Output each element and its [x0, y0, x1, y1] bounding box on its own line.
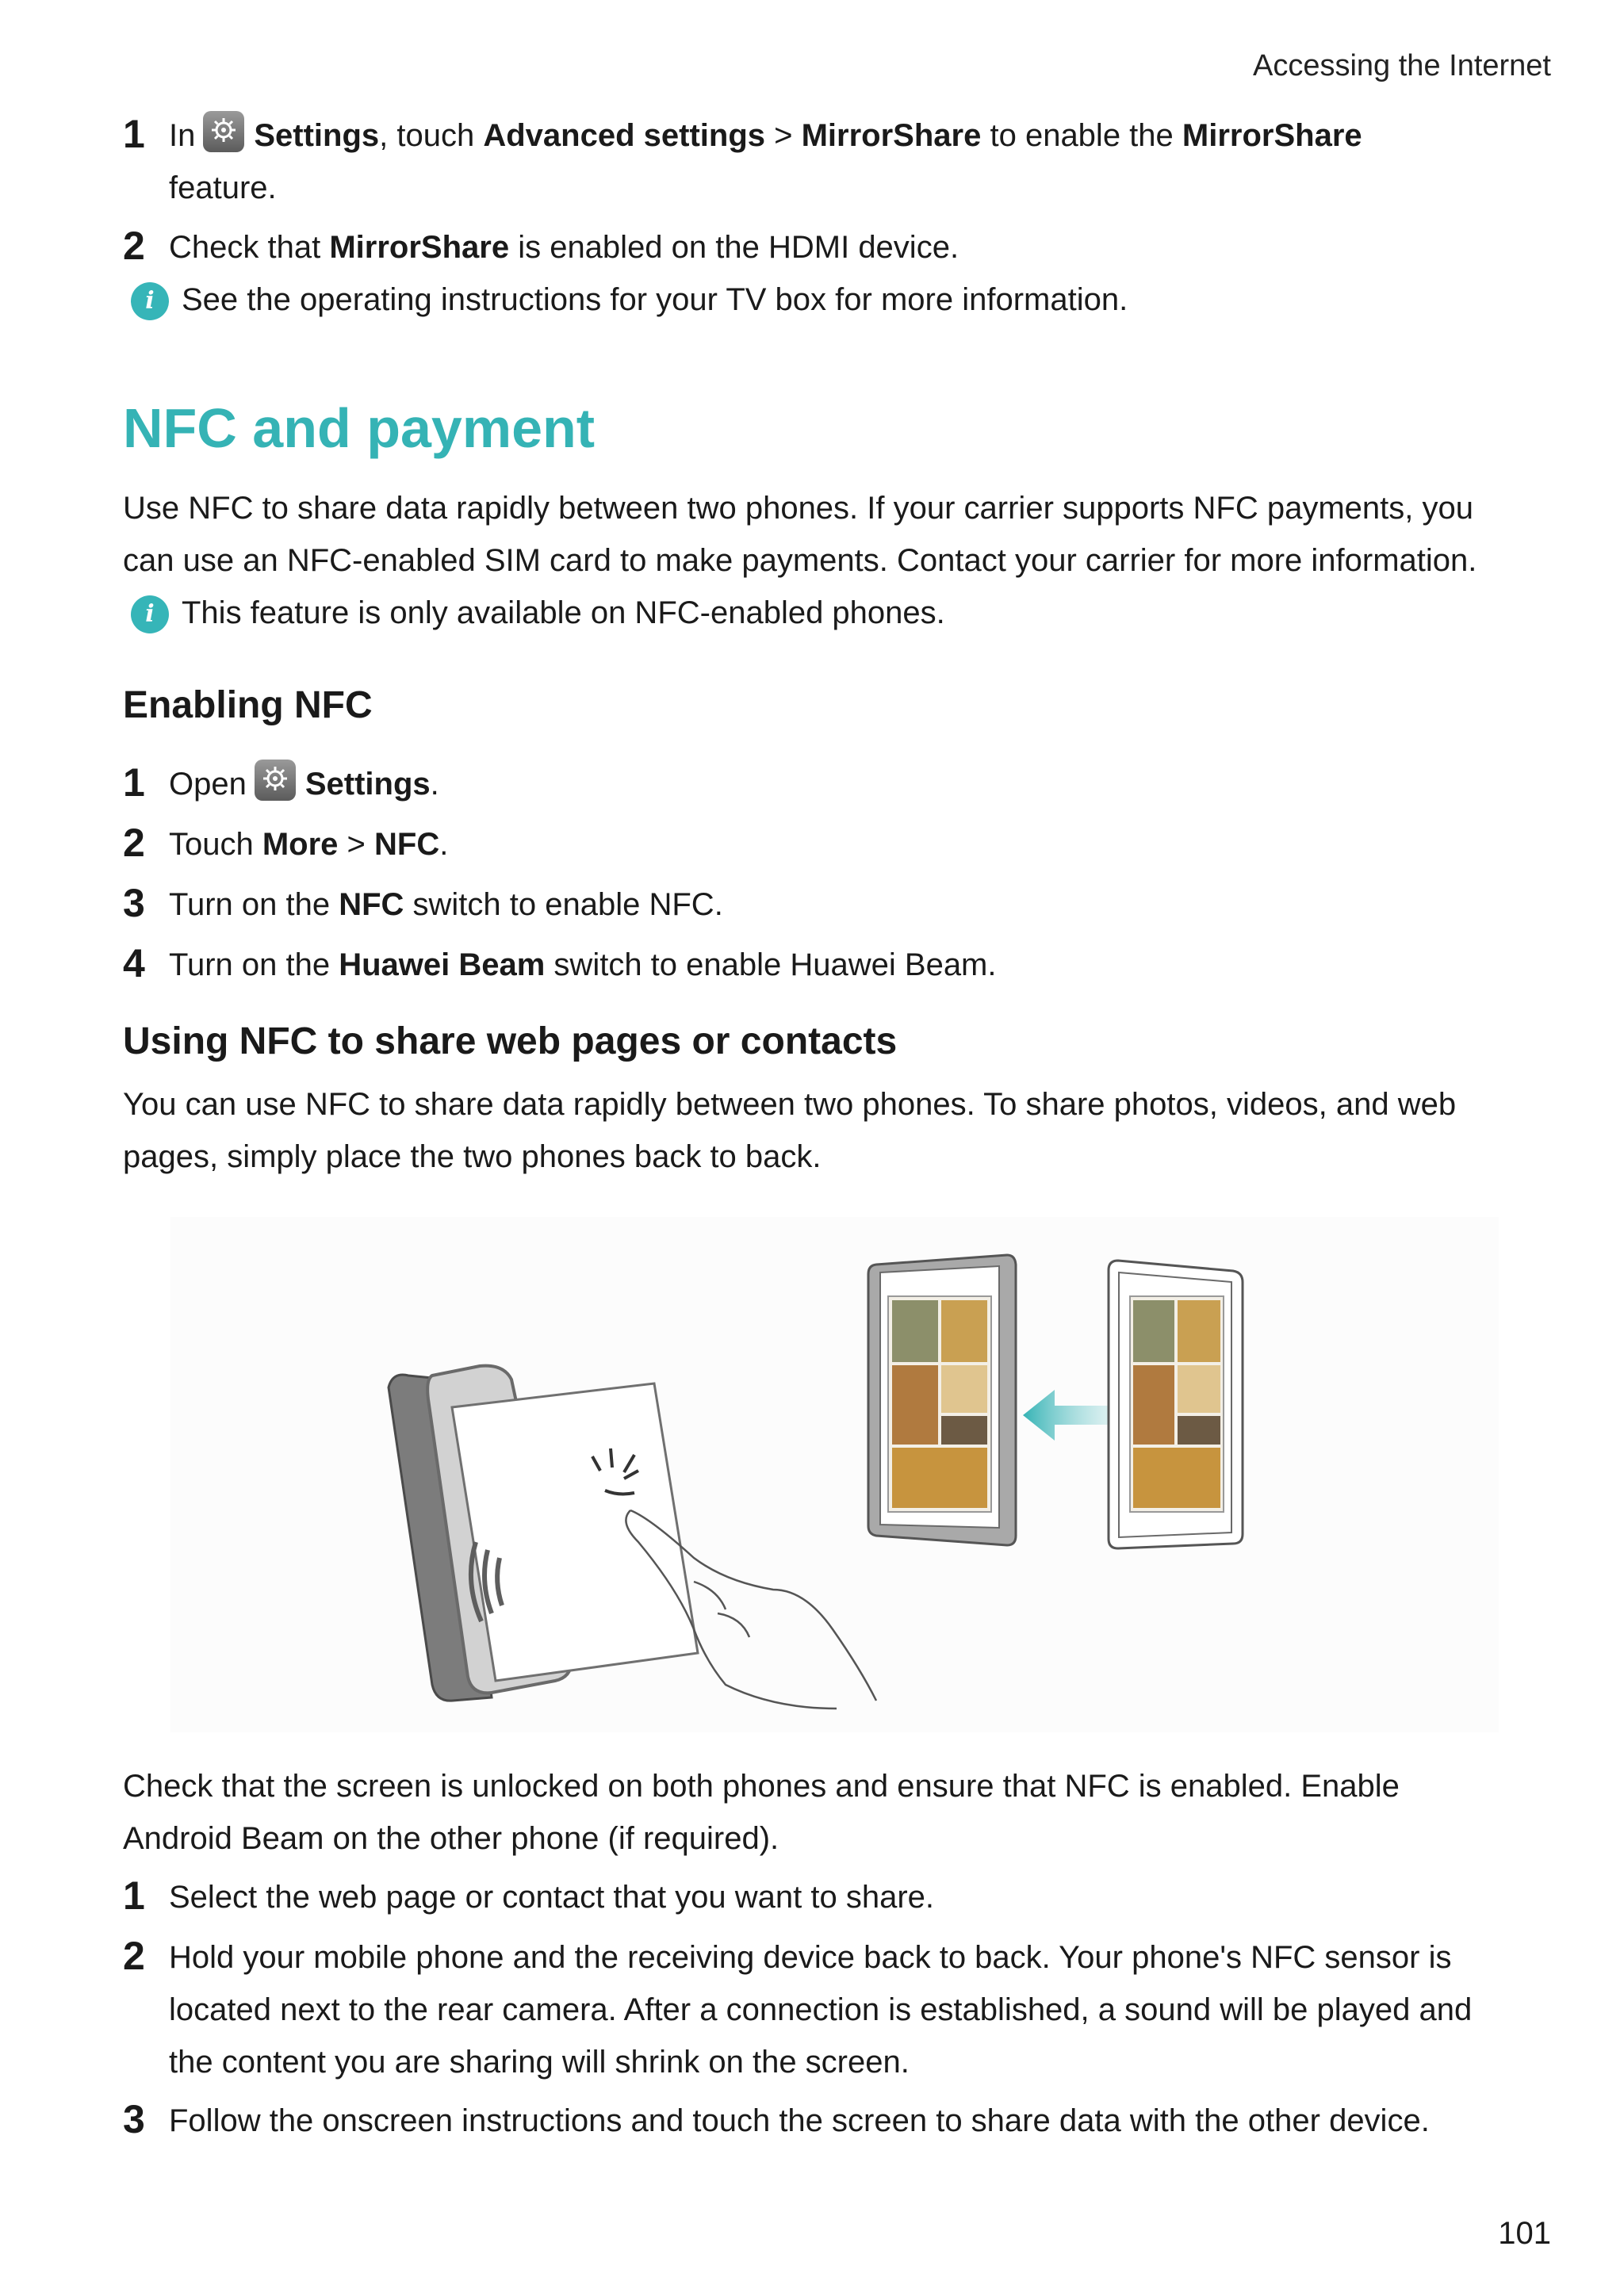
mirrorshare-step-1: 1 In Settings, touch Advanced settings > MirrorShare to enable the MirrorShare feature.	[123, 109, 1550, 214]
mirrorshare-label: MirrorShare	[329, 230, 510, 265]
mirrorshare-label: MirrorShare	[1182, 118, 1362, 153]
step-text: In	[169, 118, 196, 153]
nfc-label: NFC	[339, 887, 404, 922]
info-icon: i	[131, 595, 169, 633]
transfer-arrow-icon	[1023, 1390, 1114, 1441]
enable-step-1: 1 Open Settings.	[123, 760, 439, 805]
more-label: More	[262, 827, 339, 862]
section-header: Accessing the Internet	[1253, 49, 1551, 82]
nfc-intro: Use NFC to share data rapidly between two phones. If your carrier supports NFC payments, you can use an NFC-enabled SIM card to make payments. Contact your carrier for more information.	[123, 491, 1477, 578]
settings-gear-icon	[203, 111, 244, 152]
enable-step-2: 2 Touch More > NFC.	[123, 821, 449, 865]
settings-label: Settings	[304, 767, 431, 802]
advanced-settings-label: Advanced settings	[483, 118, 766, 153]
sharing-heading: Using NFC to share web pages or contacts	[123, 1020, 898, 1062]
enabling-nfc-heading: Enabling NFC	[123, 684, 373, 726]
phone-tap-icon	[389, 1366, 876, 1709]
settings-label: Settings	[254, 118, 380, 153]
nfc-section-title: NFC and payment	[123, 397, 596, 459]
phone-sending-icon	[1109, 1261, 1243, 1548]
mirrorshare-label: MirrorShare	[801, 118, 982, 153]
enable-step-3: 3 Turn on the NFC switch to enable NFC.	[123, 881, 723, 925]
page-number: 101	[1498, 2216, 1551, 2251]
step-number: 2	[123, 224, 145, 268]
share-step-2: 2 Hold your mobile phone and the receiving device back to back. Your phone's NFC sensor is located next to the rear camera. After a connection is established, a sound will be played and the content you are sharing will shrink on the screen.	[123, 1934, 1473, 2080]
share-step-1: 1 Select the web page or contact that you want to share.	[123, 1873, 935, 1918]
sharing-check: Check that the screen is unlocked on both phones and ensure that NFC is enabled. Enable Android Beam on the other phone (if required).	[123, 1769, 1400, 1856]
info-icon: i	[131, 282, 169, 320]
phone-receiving-icon	[868, 1255, 1016, 1545]
mirrorshare-step-2: 2 Check that MirrorShare is enabled on the HDMI device.	[123, 221, 1550, 274]
mirrorshare-note: i See the operating instructions for your TV box for more information.	[131, 277, 1128, 322]
nfc-note: i This feature is only available on NFC-enabled phones.	[131, 591, 945, 635]
enable-step-4: 4 Turn on the Huawei Beam switch to enable Huawei Beam.	[123, 941, 997, 985]
nfc-illustration	[170, 1217, 1499, 1732]
settings-gear-icon	[255, 760, 296, 801]
huawei-beam-label: Huawei Beam	[339, 947, 546, 982]
share-step-3: 3 Follow the onscreen instructions and touch the screen to share data with the other device.	[123, 2097, 1430, 2141]
nfc-label: NFC	[374, 827, 440, 862]
sharing-intro: You can use NFC to share data rapidly between two phones. To share photos, videos, and web pages, simply place the two phones back to back.	[123, 1087, 1457, 1174]
step-number: 1	[123, 112, 145, 156]
